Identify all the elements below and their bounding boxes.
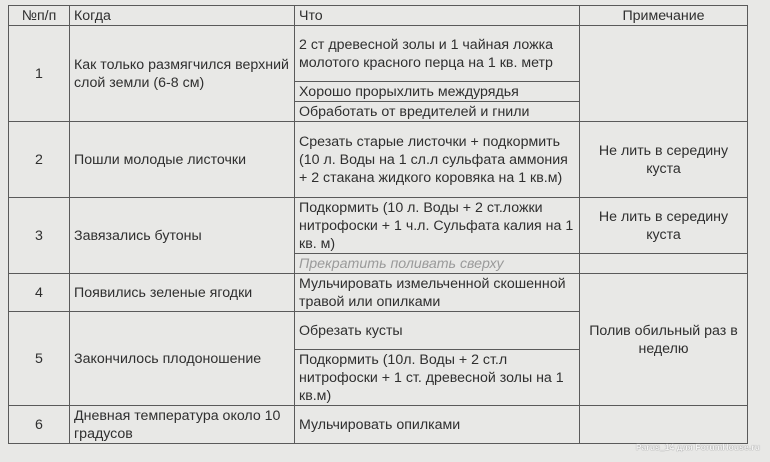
row-when: Завязались бутоны bbox=[70, 198, 295, 274]
row-number: 5 bbox=[9, 312, 70, 406]
row-when: Закончилось плодоношение bbox=[70, 312, 295, 406]
strawberry-care-table bbox=[8, 5, 748, 444]
table-row bbox=[9, 198, 748, 254]
row-when: Пошли молодые листочки bbox=[70, 122, 295, 198]
row-note: Не лить в середину куста bbox=[580, 198, 748, 254]
row-action: Мульчировать измельченной скошенной травой или опилками bbox=[295, 274, 580, 312]
row-note bbox=[580, 26, 748, 122]
row-note: Не лить в середину куста bbox=[580, 122, 748, 198]
table-row bbox=[9, 406, 748, 444]
row-note-shared: Полив обильный раз в неделю bbox=[580, 274, 748, 406]
row-note-empty bbox=[580, 254, 748, 274]
row-action: Обрезать кусты bbox=[295, 312, 580, 350]
table-row bbox=[9, 122, 748, 198]
header-what: Что bbox=[295, 6, 580, 26]
row-action: Мульчировать опилками bbox=[295, 406, 580, 444]
row-action: Обработать от вредителей и гнили bbox=[295, 102, 580, 122]
row-when: Появились зеленые ягодки bbox=[70, 274, 295, 312]
row-action: 2 ст древесной золы и 1 чайная ложка молотого красного перца на 1 кв. метр bbox=[295, 26, 580, 82]
row-number: 3 bbox=[9, 198, 70, 274]
row-action: Срезать старые листочки + подкормить (10 л. Воды на 1 сл.л сульфата аммония + 2 стакана жидкого коровяка на 1 кв.м) bbox=[295, 122, 580, 198]
header-when: Когда bbox=[70, 6, 295, 26]
header-number: №п/п bbox=[9, 6, 70, 26]
table-row bbox=[9, 274, 748, 312]
row-when: Как только размягчился верхний слой земли (6-8 см) bbox=[70, 26, 295, 122]
row-action-struck: Прекратить поливать сверху bbox=[295, 254, 580, 274]
row-number: 6 bbox=[9, 406, 70, 444]
row-when: Дневная температура около 10 градусов bbox=[70, 406, 295, 444]
row-number: 4 bbox=[9, 274, 70, 312]
row-number: 2 bbox=[9, 122, 70, 198]
row-action: Подкормить (10л. Воды + 2 ст.л нитрофоски + 1 ст. древесной золы на 1 кв.м) bbox=[295, 350, 580, 406]
row-action: Хорошо прорыхлить междурядья bbox=[295, 82, 580, 102]
row-note bbox=[580, 406, 748, 444]
watermark: Parus_14 для ForumHouse.ru bbox=[635, 442, 760, 452]
table-header-row bbox=[9, 6, 748, 26]
table-row bbox=[9, 26, 748, 82]
row-number: 1 bbox=[9, 26, 70, 122]
header-note: Примечание bbox=[580, 6, 748, 26]
row-action: Подкормить (10 л. Воды + 2 ст.ложки нитрофоски + 1 ч.л. Сульфата калия на 1 кв. м) bbox=[295, 198, 580, 254]
